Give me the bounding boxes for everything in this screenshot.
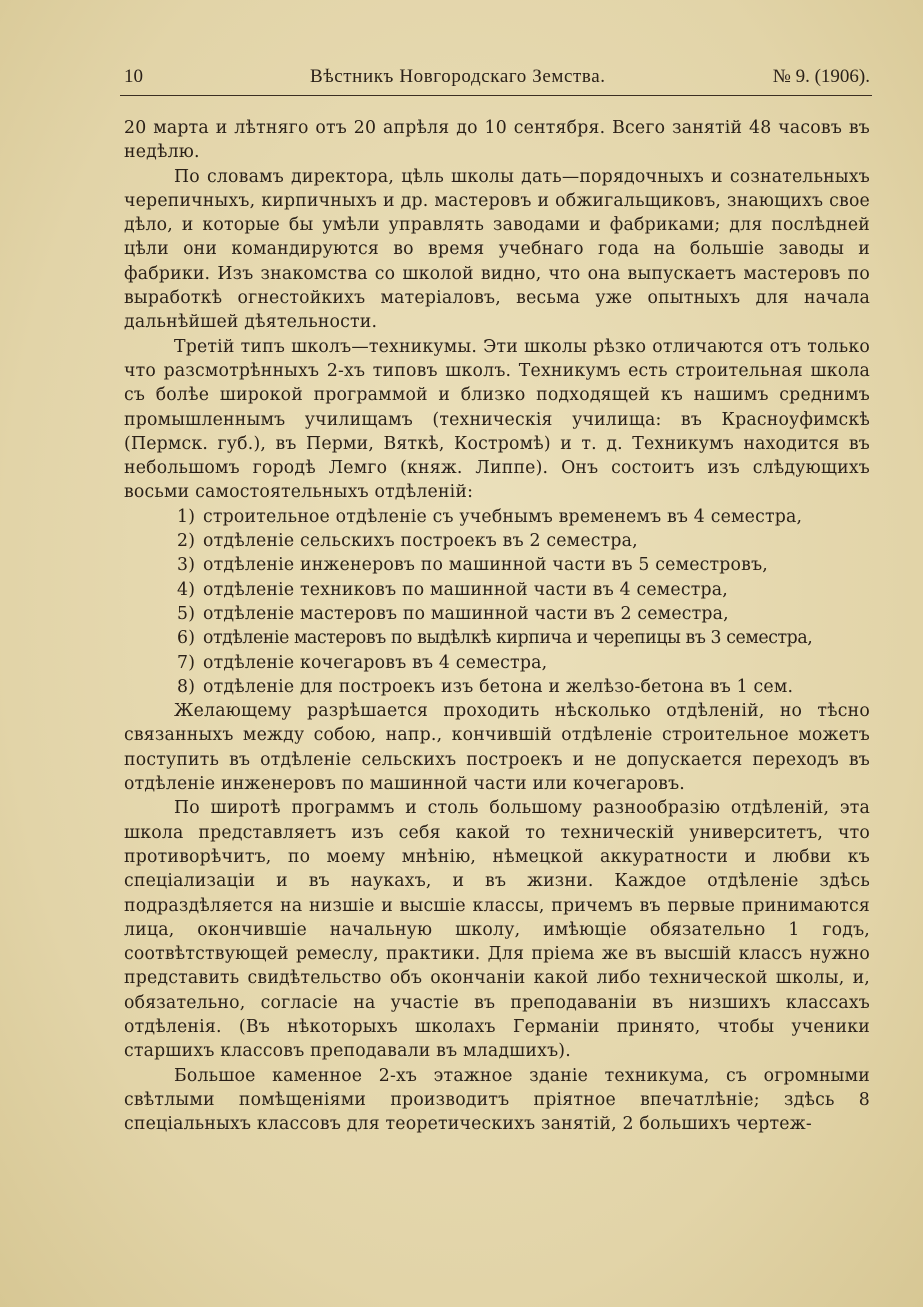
page-number: 10: [124, 66, 143, 87]
issue-number: № 9. (1906).: [772, 66, 870, 87]
paragraph-5: По широтѣ программъ и столь большому разнообразію отдѣленій, эта школа представляетъ изъ себя какой то техническій университетъ, что противорѣчитъ, по моему мнѣнію, нѣмецкой аккуратности и любви къ спеціализаціи и въ наукахъ, и въ жизни. Каждое отдѣленіе здѣсь подраздѣляется на низшіе и высшіе классы, причемъ въ первые принимаются лица, окончившіе начальную школу, имѣющіе обязательно 1 годъ, соотвѣтствующей ремеслу, практики. Для пріема же въ высшій классъ нужно представить свидѣтельство объ окончаніи какой либо технической школы, и, обязательно, согласіе на участіе въ преподаваніи въ низшихъ классахъ отдѣленія. (Въ нѣкоторыхъ школахъ Германіи принято, чтобы ученики старшихъ классовъ преподавали въ младшихъ).: [124, 798, 870, 1062]
paragraph-6: Большое каменное 2-хъ этажное зданіе техникума, съ огромными свѣтлыми помѣщеніями производитъ пріятное впечатлѣніе; здѣсь 8 спеціальныхъ классовъ для теоретическихъ занятій, 2 большихъ чертеж-: [124, 1065, 870, 1135]
department-item: 7) отдѣленіе кочегаровъ въ 4 семестра,: [177, 652, 548, 673]
running-header: [124, 66, 870, 88]
paragraph-4: Желающему разрѣшается проходить нѣсколько отдѣленій, но тѣсно связанныхъ между собою, напр., кончившій отдѣленіе строительное можетъ поступить въ отдѣленіе сельскихъ построекъ и не допускается переходъ въ отдѣленіе инженеровъ по машинной части или кочегаровъ.: [124, 701, 870, 795]
department-item: 2) отдѣленіе сельскихъ построекъ въ 2 семестра,: [177, 531, 638, 552]
header-rule: [120, 95, 872, 96]
paragraph-3: Третій типъ школъ—техникумы. Эти школы рѣзко отличаются отъ только что разсмотрѣнныхъ 2-хъ типовъ школъ. Техникумъ есть строительная школа съ болѣе широкой программой и близко подходящей къ нашимъ среднимъ промышленнымъ училищамъ (техническія училища: въ Красноуфимскѣ (Пермск. губ.), въ Перми, Вяткѣ, Костромѣ) и т. д. Техникумъ находится въ небольшомъ городѣ Лемго (княж. Липпе). Онъ состоитъ изъ слѣдующихъ восьми самостоятельныхъ отдѣленій:: [124, 336, 870, 503]
department-item: 8) отдѣленіе для построекъ изъ бетона и желѣзо-бетона въ 1 сем.: [177, 676, 794, 697]
paragraph-1: 20 марта и лѣтняго отъ 20 апрѣля до 10 сентября. Всего занятій 48 часовъ въ недѣлю.: [124, 118, 870, 163]
body-text: [124, 116, 870, 1136]
department-item: 6) отдѣленіе мастеровъ по выдѣлкѣ кирпича и черепицы въ 3 семестра,: [177, 628, 813, 649]
departments-list: [124, 505, 870, 699]
department-item: 4) отдѣленіе техниковъ по машинной части въ 4 семестра,: [177, 579, 728, 600]
paragraph-2: По словамъ директора, цѣль школы дать—порядочныхъ и сознательныхъ черепичныхъ, кирпичныхъ и др. мастеровъ и обжигальщиковъ, знающихъ свое дѣло, и которые бы умѣли управлять заводами и фабриками; для послѣдней цѣли они командируются во время учебнаго года на большіе заводы и фабрики. Изъ знакомства со школой видно, что она выпускаетъ мастеровъ по выработкѣ огнестойкихъ матеріаловъ, весьма уже опытныхъ для начала дальнѣйшей дѣятельности.: [124, 166, 870, 333]
department-item: 3) отдѣленіе инженеровъ по машинной части въ 5 семестровъ,: [177, 555, 768, 576]
department-item: 5) отдѣленіе мастеровъ по машинной части въ 2 семестра,: [177, 603, 729, 624]
journal-title: Вѣстникъ Новгородскаго Земства.: [310, 66, 606, 87]
department-item: 1) строительное отдѣленіе съ учебнымъ временемъ въ 4 семестра,: [177, 506, 803, 527]
